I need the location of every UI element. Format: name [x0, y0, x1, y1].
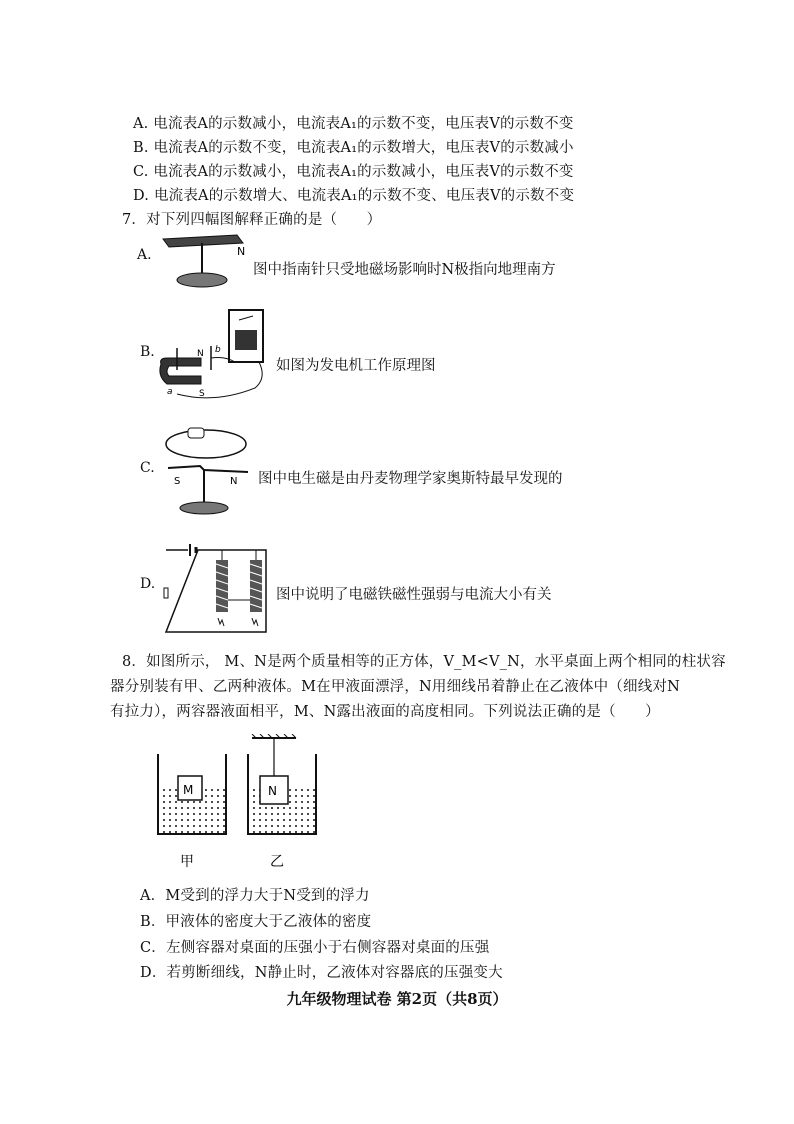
option-label: D.	[133, 188, 150, 204]
q6-option-b	[133, 136, 574, 157]
q7-stem: 7．对下列四幅图解释正确的是（ ）	[122, 212, 382, 228]
page-footer: 九年级物理试卷 第2页（共8页）	[286, 990, 508, 1008]
galvanometer-scale	[235, 330, 257, 350]
magnet-n-label: N	[197, 349, 204, 359]
oersted-figure	[160, 420, 260, 520]
q6-option-c	[133, 160, 574, 181]
block-m-label: M	[183, 783, 194, 797]
compass-needle	[168, 466, 248, 472]
u-magnet	[160, 358, 201, 384]
generator-figure	[155, 308, 275, 400]
q8-option-c: C．左侧容器对桌面的压强小于右侧容器对桌面的压强	[140, 940, 490, 956]
q8-stem-line-3: 有拉力），两容器液面相平，M、N露出液面的高度相同。下列说法正确的是（ ）	[110, 704, 660, 720]
option-text: 电流表A的示数减小，电流表A₁的示数减小，电压表V的示数不变	[153, 164, 574, 180]
electromagnet-figure	[160, 540, 272, 638]
pins	[218, 618, 258, 626]
q6-option-a	[133, 112, 574, 133]
containers-figure	[150, 734, 320, 874]
q8-stem-line-1: 8．如图所示， M、N是两个质量相等的正方体，V_M<V_N，水平桌面上两个相同的柱状容	[122, 654, 726, 670]
q6-option-d	[133, 184, 574, 205]
q8-option-d: D．若剪断细线，N静止时，乙液体对容器底的压强变大	[140, 965, 503, 981]
q7-c-caption: 图中电生磁是由丹麦物理学家奥斯特最早发现的	[258, 471, 563, 487]
coil-left	[216, 560, 228, 612]
q7-d-label: D.	[140, 576, 156, 592]
point-a-label: a	[167, 387, 173, 397]
q8-stem-line-2: 器分别装有甲、乙两种液体。M在甲液面漂浮，N用细线吊着静止在乙液体中（细线对N	[110, 679, 681, 695]
option-text: 电流表A的示数增大、电流表A₁的示数不变、电压表V的示数不变	[153, 188, 575, 204]
compass-figure	[155, 225, 255, 295]
switch	[164, 588, 168, 598]
q7-a-label: A.	[137, 247, 152, 263]
north-label: N	[230, 476, 238, 487]
q8-option-a: A．M受到的浮力大于N受到的浮力	[140, 888, 370, 904]
q7-c-label: C.	[140, 460, 155, 476]
battery	[188, 428, 204, 438]
north-label: N	[237, 245, 246, 258]
container-label-yi: 乙	[270, 854, 284, 870]
option-label: C.	[133, 164, 149, 180]
q7-a-caption: 图中指南针只受地磁场影响时N极指向地理南方	[253, 262, 556, 278]
option-label: A.	[133, 116, 149, 132]
option-label: B.	[133, 140, 149, 156]
magnet-s-label: S	[199, 389, 205, 399]
compass-base	[180, 502, 228, 514]
container-label-jia: 甲	[180, 854, 194, 870]
south-label: S	[174, 476, 181, 487]
q7-b-label: B.	[140, 344, 155, 360]
point-b-label: b	[215, 345, 221, 355]
coil-lead	[222, 550, 256, 560]
coil-right	[250, 560, 262, 612]
option-text: 电流表A的示数减小，电流表A₁的示数不变，电压表V的示数不变	[153, 116, 574, 132]
option-text: 电流表A的示数不变，电流表A₁的示数增大，电压表V的示数减小	[153, 140, 574, 156]
q8-option-b: B．甲液体的密度大于乙液体的密度	[140, 914, 372, 930]
compass-base	[177, 273, 227, 287]
q7-b-caption: 如图为发电机工作原理图	[276, 358, 436, 374]
block-n-label: N	[268, 784, 277, 798]
q7-d-caption: 图中说明了电磁铁磁性强弱与电流大小有关	[276, 587, 552, 603]
wire-loop	[166, 430, 246, 458]
